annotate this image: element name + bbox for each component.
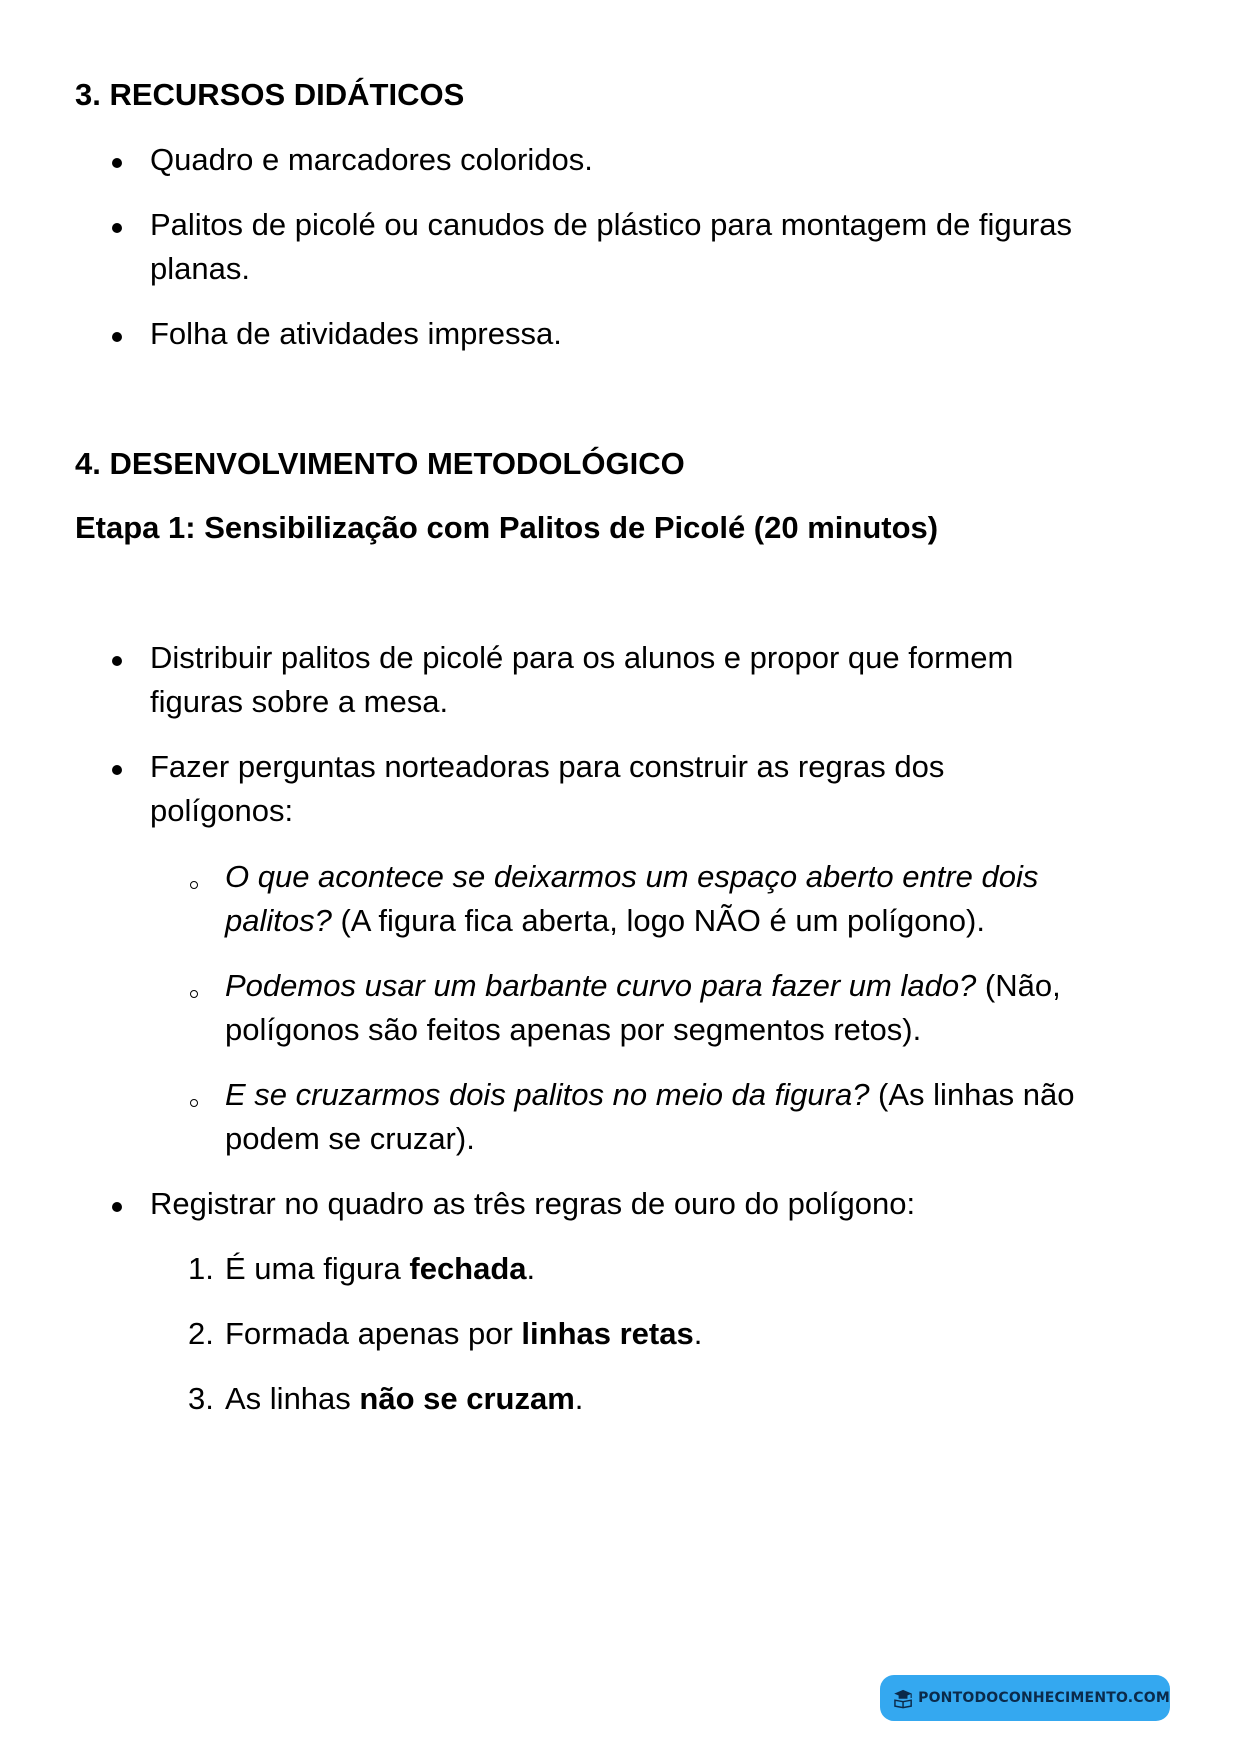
- list-item: Fazer perguntas norteadoras para construir as regras dos polígonos:: [150, 749, 945, 828]
- question-item: [225, 855, 1150, 943]
- answer-text: (As linhas não podem se cruzar).: [225, 1077, 1075, 1156]
- rule-text-end: .: [574, 1381, 584, 1416]
- list-item: Folha de atividades impressa.: [150, 316, 562, 351]
- rule-emphasis: linhas retas: [521, 1316, 694, 1351]
- circle-bullet-icon: [190, 1099, 198, 1107]
- graduate-book-icon: [892, 1683, 914, 1713]
- bullet-icon: [112, 158, 122, 168]
- rule-emphasis: não se cruzam: [359, 1381, 575, 1416]
- bullet-icon: [112, 765, 122, 775]
- answer-text: (A figura fica aberta, logo NÃO é um polígono).: [331, 903, 985, 938]
- question-item: [225, 964, 1150, 1052]
- site-brand: PONTODOCONHECIMENTO.COM: [918, 1690, 1170, 1706]
- list-item: Registrar no quadro as três regras de ouro do polígono:: [150, 1186, 916, 1221]
- rule-text-end: .: [526, 1251, 536, 1286]
- rule-number: 3.: [188, 1381, 214, 1416]
- section-4-title: 4. DESENVOLVIMENTO METODOLÓGICO: [75, 446, 685, 481]
- rule-text: As linhas: [225, 1381, 360, 1416]
- rule-item: [225, 1247, 1150, 1291]
- question-text: Podemos usar um barbante curvo para fazer um lado?: [225, 968, 977, 1003]
- rule-emphasis: fechada: [409, 1251, 527, 1286]
- list-item: Distribuir palitos de picolé para os alunos e propor que formem figuras sobre a mesa.: [150, 640, 1014, 719]
- question-text: E se cruzarmos dois palitos no meio da figura?: [225, 1077, 870, 1112]
- rule-text: É uma figura: [225, 1251, 410, 1286]
- rule-item: [225, 1377, 1150, 1421]
- site-badge[interactable]: [880, 1675, 1170, 1721]
- circle-bullet-icon: [190, 881, 198, 889]
- rule-text-end: .: [693, 1316, 703, 1351]
- rule-number: 1.: [188, 1251, 214, 1286]
- question-item: [225, 1073, 1150, 1161]
- question-text: O que acontece se deixarmos um espaço aberto entre dois palitos?: [225, 859, 1039, 938]
- section-3-title: 3. RECURSOS DIDÁTICOS: [75, 77, 465, 112]
- list-item: Palitos de picolé ou canudos de plástico para montagem de figuras planas.: [150, 207, 1072, 286]
- bullet-icon: [112, 656, 122, 666]
- circle-bullet-icon: [190, 990, 198, 998]
- bullet-icon: [112, 1202, 122, 1212]
- rule-number: 2.: [188, 1316, 214, 1351]
- bullet-icon: [112, 332, 122, 342]
- bullet-icon: [112, 223, 122, 233]
- stage-1-title: Etapa 1: Sensibilização com Palitos de Picolé (20 minutos): [75, 510, 939, 545]
- answer-text: (Não, polígonos são feitos apenas por segmentos retos).: [225, 968, 1061, 1047]
- list-item: Quadro e marcadores coloridos.: [150, 142, 593, 177]
- rule-item: [225, 1312, 1150, 1356]
- rule-text: Formada apenas por: [225, 1316, 522, 1351]
